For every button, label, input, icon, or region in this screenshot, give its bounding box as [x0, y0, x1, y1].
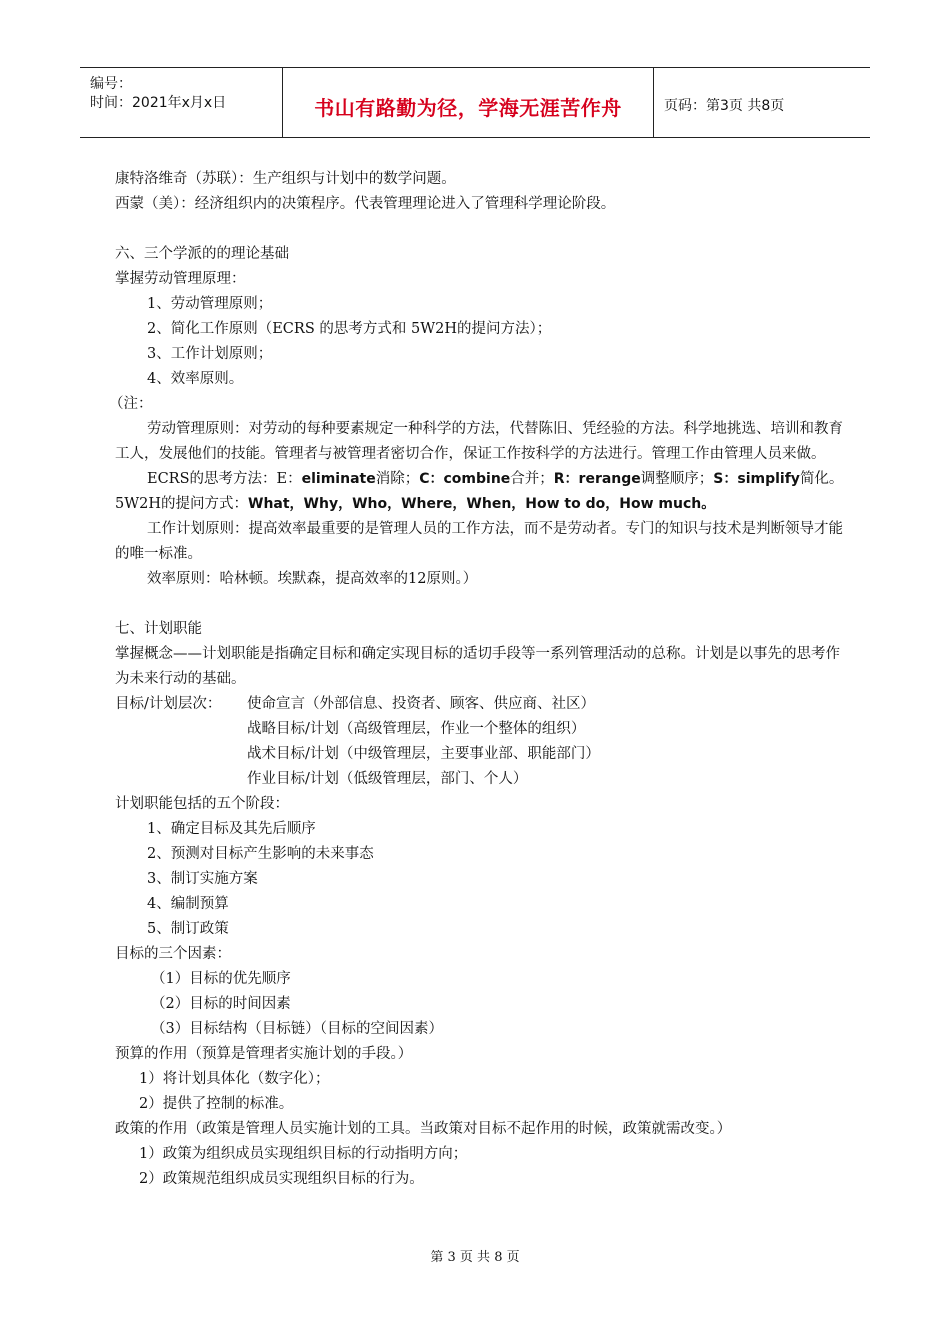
header-meta-cell: [80, 68, 283, 137]
list-item: 2、简化工作原则（ECRS 的思考方式和 5W2H的提问方法）；: [147, 321, 552, 337]
list-item: （1）目标的优先顺序: [151, 971, 291, 987]
text-run: C：combine: [419, 471, 511, 487]
blank-line: [115, 592, 845, 617]
list-item: 2）政策规范组织成员实现组织目标的行为。: [139, 1171, 424, 1187]
note-open: （注：: [109, 396, 153, 412]
list-item: 1）将计划具体化（数字化）；: [139, 1071, 330, 1087]
page-footer: 第 3 页 共 8 页: [430, 1250, 520, 1265]
section-heading: 七、计划职能: [115, 621, 202, 637]
text-run: What，Why，Who，Where，When，How to do，How much。: [248, 496, 716, 512]
number-label: 编号：: [90, 76, 132, 92]
page-indicator: 页码：第3页 共8页: [664, 98, 785, 114]
list-item: 1、劳动管理原则；: [147, 296, 273, 312]
list-item: （3）目标结构（目标链）（目标的空间因素）: [151, 1021, 443, 1037]
list-item: 2、预测对目标产生影响的未来事态: [147, 846, 374, 862]
list-item: 1）政策为组织成员实现组织目标的行动指明方向；: [139, 1146, 468, 1162]
blank-line: [115, 217, 845, 242]
paragraph: 政策的作用（政策是管理人员实施计划的工具。当政策对目标不起作用的时候，政策就需改变。）: [115, 1121, 732, 1137]
date-label: 时间：2021年x月x日: [90, 95, 227, 111]
text-run: eliminate: [301, 471, 376, 487]
header-motto-cell: [283, 68, 654, 137]
list-item: 4、编制预算: [147, 896, 229, 912]
list-item: （2）目标的时间因素: [151, 996, 291, 1012]
list-item: 5、制订政策: [147, 921, 229, 937]
paragraph: 西蒙（美）：经济组织内的决策程序。代表管理理论进入了管理科学理论阶段。: [115, 196, 616, 212]
motto-text: 书山有路勤为径，学海无涯苦作舟: [314, 96, 622, 120]
text-run: S：simplify: [713, 471, 800, 487]
header-page-cell: [654, 68, 870, 137]
list-item: 4、效率原则。: [147, 371, 244, 387]
hierarchy-row: [115, 692, 845, 717]
paragraph-ecrs: [115, 467, 845, 517]
text-run: 消除；: [375, 471, 420, 487]
header-table: [80, 67, 870, 138]
document-body: [109, 167, 845, 1192]
paragraph: 效率原则：哈林顿。埃默森，提高效率的12原则。）: [147, 571, 478, 587]
list-item: 3、制订实施方案: [147, 871, 258, 887]
paragraph: 目标的三个因素：: [115, 946, 231, 962]
list-item: 2）提供了控制的标准。: [139, 1096, 294, 1112]
hierarchy-label: 目标/计划层次：: [115, 696, 222, 712]
hierarchy-level: 作业目标/计划（低级管理层，部门、个人）: [247, 771, 528, 787]
text-run: 合并；: [510, 471, 554, 487]
section-heading: 六、三个学派的的理论基础: [115, 246, 289, 262]
paragraph: 计划职能包括的五个阶段：: [115, 796, 289, 812]
hierarchy-level: 使命宣言（外部信息、投资者、顾客、供应商、社区）: [247, 696, 595, 712]
paragraph: 预算的作用（预算是管理者实施计划的手段。）: [115, 1046, 413, 1062]
paragraph: 掌握劳动管理原理：: [115, 271, 246, 287]
list-item: 3、工作计划原则；: [147, 346, 273, 362]
text-run: R：rerange: [553, 471, 641, 487]
hierarchy-level: 战略目标/计划（高级管理层，作业一个整体的组织）: [247, 721, 586, 737]
paragraph: 工作计划原则：提高效率最重要的是管理人员的工作方法，而不是劳动者。专门的知识与技术是判断领导才能的唯一标准。: [115, 521, 843, 562]
list-item: 1、确定目标及其先后顺序: [147, 821, 316, 837]
text-run: 调整顺序；: [640, 471, 714, 487]
hierarchy-level: 战术目标/计划（中级管理层，主要事业部、职能部门）: [247, 746, 600, 762]
paragraph: 康特洛维奇（苏联）：生产组织与计划中的数学问题。: [115, 171, 456, 187]
text-run: ECRS的思考方法：E：: [147, 471, 302, 487]
text-run: 简化。5W2H的提问方式：: [115, 471, 844, 512]
paragraph: 掌握概念——计划职能是指确定目标和确定实现目标的适切手段等一系列管理活动的总称。计划是以事先的思考作为未来行动的基础。: [115, 646, 840, 687]
paragraph: 劳动管理原则：对劳动的每种要素规定一种科学的方法，代替陈旧、凭经验的方法。科学地挑选、培训和教育工人，发展他们的技能。管理者与被管理者密切合作，保证工作按科学的方法进行。管理工作由管理人员来做。: [115, 421, 843, 462]
